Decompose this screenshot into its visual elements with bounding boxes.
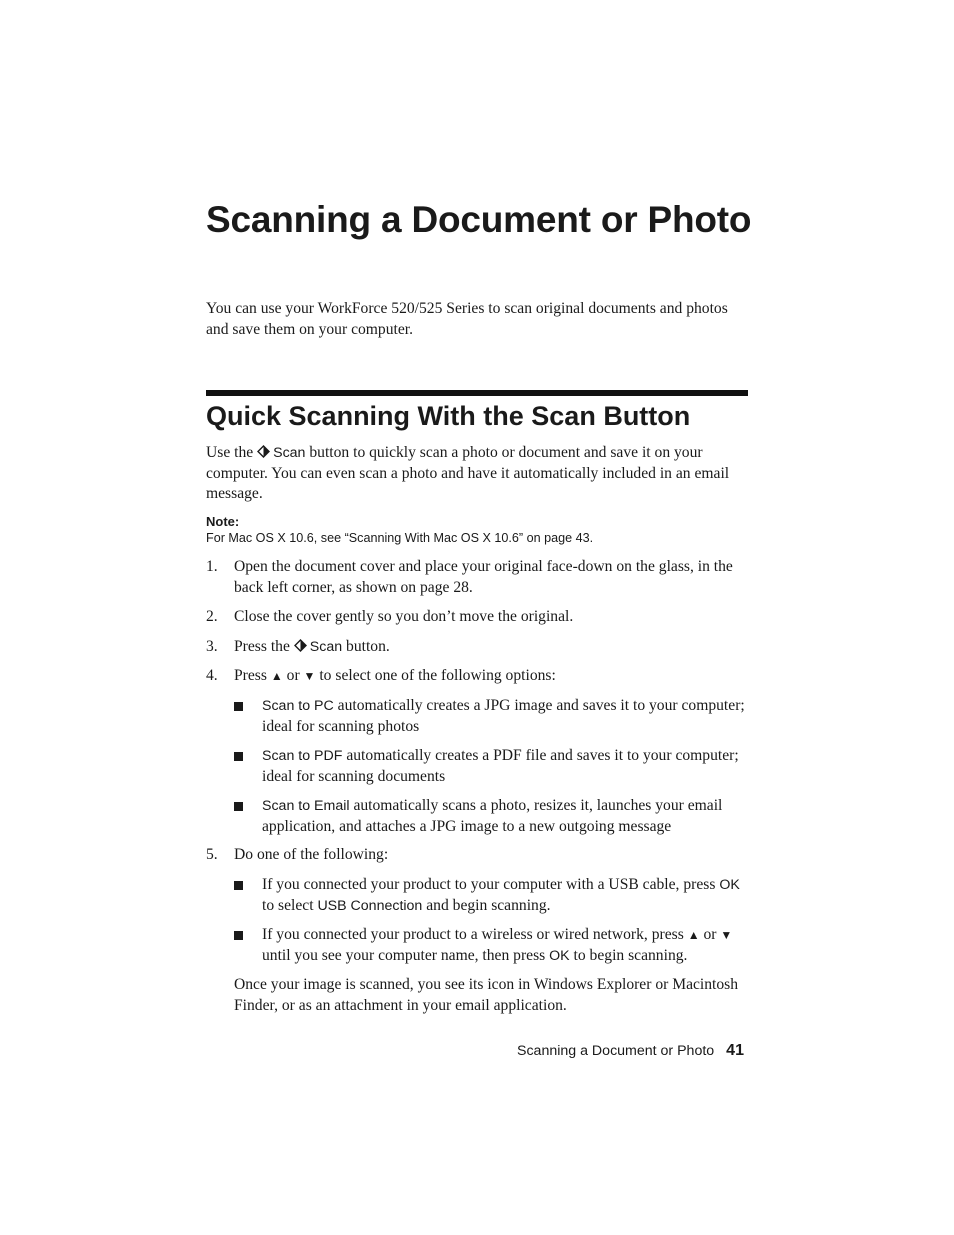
option-label: Scan to Email — [262, 798, 350, 814]
page-footer — [517, 1042, 744, 1060]
option-label: Scan to PC — [262, 698, 334, 714]
para-text-after: button to quickly scan a photo or document and save it on your computer. You can even scan a photo and have it automatically included in an email message. — [206, 444, 730, 502]
action-text-mid: until you see your computer name, then press — [262, 946, 546, 964]
usb-connection-label: USB Connection — [317, 897, 423, 914]
action-text-after: to begin scanning. — [573, 946, 688, 964]
step-text: Open the document cover and place your original face-down on the glass, in the back left corner, as shown on page 28. — [234, 558, 733, 596]
note-label: Note: — [206, 514, 240, 529]
step-number: 4. — [206, 667, 218, 684]
intro-paragraph: You can use your WorkForce 520/525 Series to scan original documents and photos and save them on your computer. — [206, 300, 728, 338]
bullet-square-icon — [234, 702, 243, 711]
scan-button-paragraph — [206, 443, 748, 505]
step-text: Close the cover gently so you don’t move the original. — [234, 608, 574, 625]
footer-title: Scanning a Document or Photo — [517, 1043, 715, 1059]
scan-button-label: Scan — [273, 445, 306, 461]
action-text-after: and begin scanning. — [426, 896, 551, 914]
action-text-block — [262, 925, 748, 966]
section-title: Quick Scanning With the Scan Button — [206, 401, 691, 431]
option-text-block — [262, 696, 748, 737]
down-arrow-icon: ▼ — [720, 928, 733, 942]
down-arrow-icon: ▼ — [303, 669, 316, 683]
option-text-block — [262, 746, 748, 787]
action-text-before: If you connected your product to a wireless or wired network, press — [262, 926, 684, 943]
step-text: Do one of the following: — [234, 846, 389, 863]
step-text-after: to select one of the following options: — [319, 667, 556, 684]
bullet-square-icon — [234, 752, 243, 761]
action-text-or: or — [703, 926, 717, 943]
step-number: 2. — [206, 608, 218, 625]
scan-button-label: Scan — [309, 639, 343, 655]
bullet-square-icon — [234, 881, 243, 890]
bullet-square-icon — [234, 931, 243, 940]
option-text: automatically creates a PDF file and saves it to your computer; ideal for scanning documents — [262, 747, 739, 785]
action-text-block — [262, 875, 748, 916]
option-text: automatically scans a photo, resizes it, launches your email application, and attaches a JPG image to a new outgoing message — [262, 797, 723, 835]
up-arrow-icon: ▲ — [687, 928, 700, 942]
step-number: 1. — [206, 558, 218, 575]
action-text-mid: to select — [262, 896, 314, 914]
page-number: 41 — [726, 1042, 744, 1059]
step-text — [234, 637, 748, 658]
closing-paragraph: Once your image is scanned, you see its icon in Windows Explorer or Macintosh Finder, or as an attachment in your email application. — [234, 976, 739, 1014]
option-label: Scan to PDF — [262, 748, 343, 764]
step-text-or: or — [286, 667, 300, 684]
bullet-square-icon — [234, 802, 243, 811]
chapter-title: Scanning a Document or Photo — [206, 199, 752, 240]
section-rule — [206, 390, 748, 396]
ok-button-label: OK — [719, 877, 740, 893]
up-arrow-icon: ▲ — [270, 669, 283, 683]
step-number: 3. — [206, 638, 218, 655]
option-text: automatically creates a JPG image and saves it to your computer; ideal for scanning photos — [262, 697, 745, 735]
step-text-before: Press the — [234, 638, 290, 655]
step-text-after: button. — [346, 638, 390, 655]
action-text-before: If you connected your product to your computer with a USB cable, press — [262, 876, 716, 893]
option-text-block — [262, 796, 748, 837]
para-text-before: Use the — [206, 444, 254, 461]
step-number: 5. — [206, 846, 218, 863]
scan-diamond-icon — [294, 639, 307, 652]
step-text — [234, 666, 748, 687]
note-text: For Mac OS X 10.6, see “Scanning With Mac OS X 10.6” on page 43. — [206, 531, 594, 545]
step-text-before: Press — [234, 667, 267, 684]
ok-button-label: OK — [549, 947, 570, 964]
scan-diamond-icon — [257, 445, 270, 458]
